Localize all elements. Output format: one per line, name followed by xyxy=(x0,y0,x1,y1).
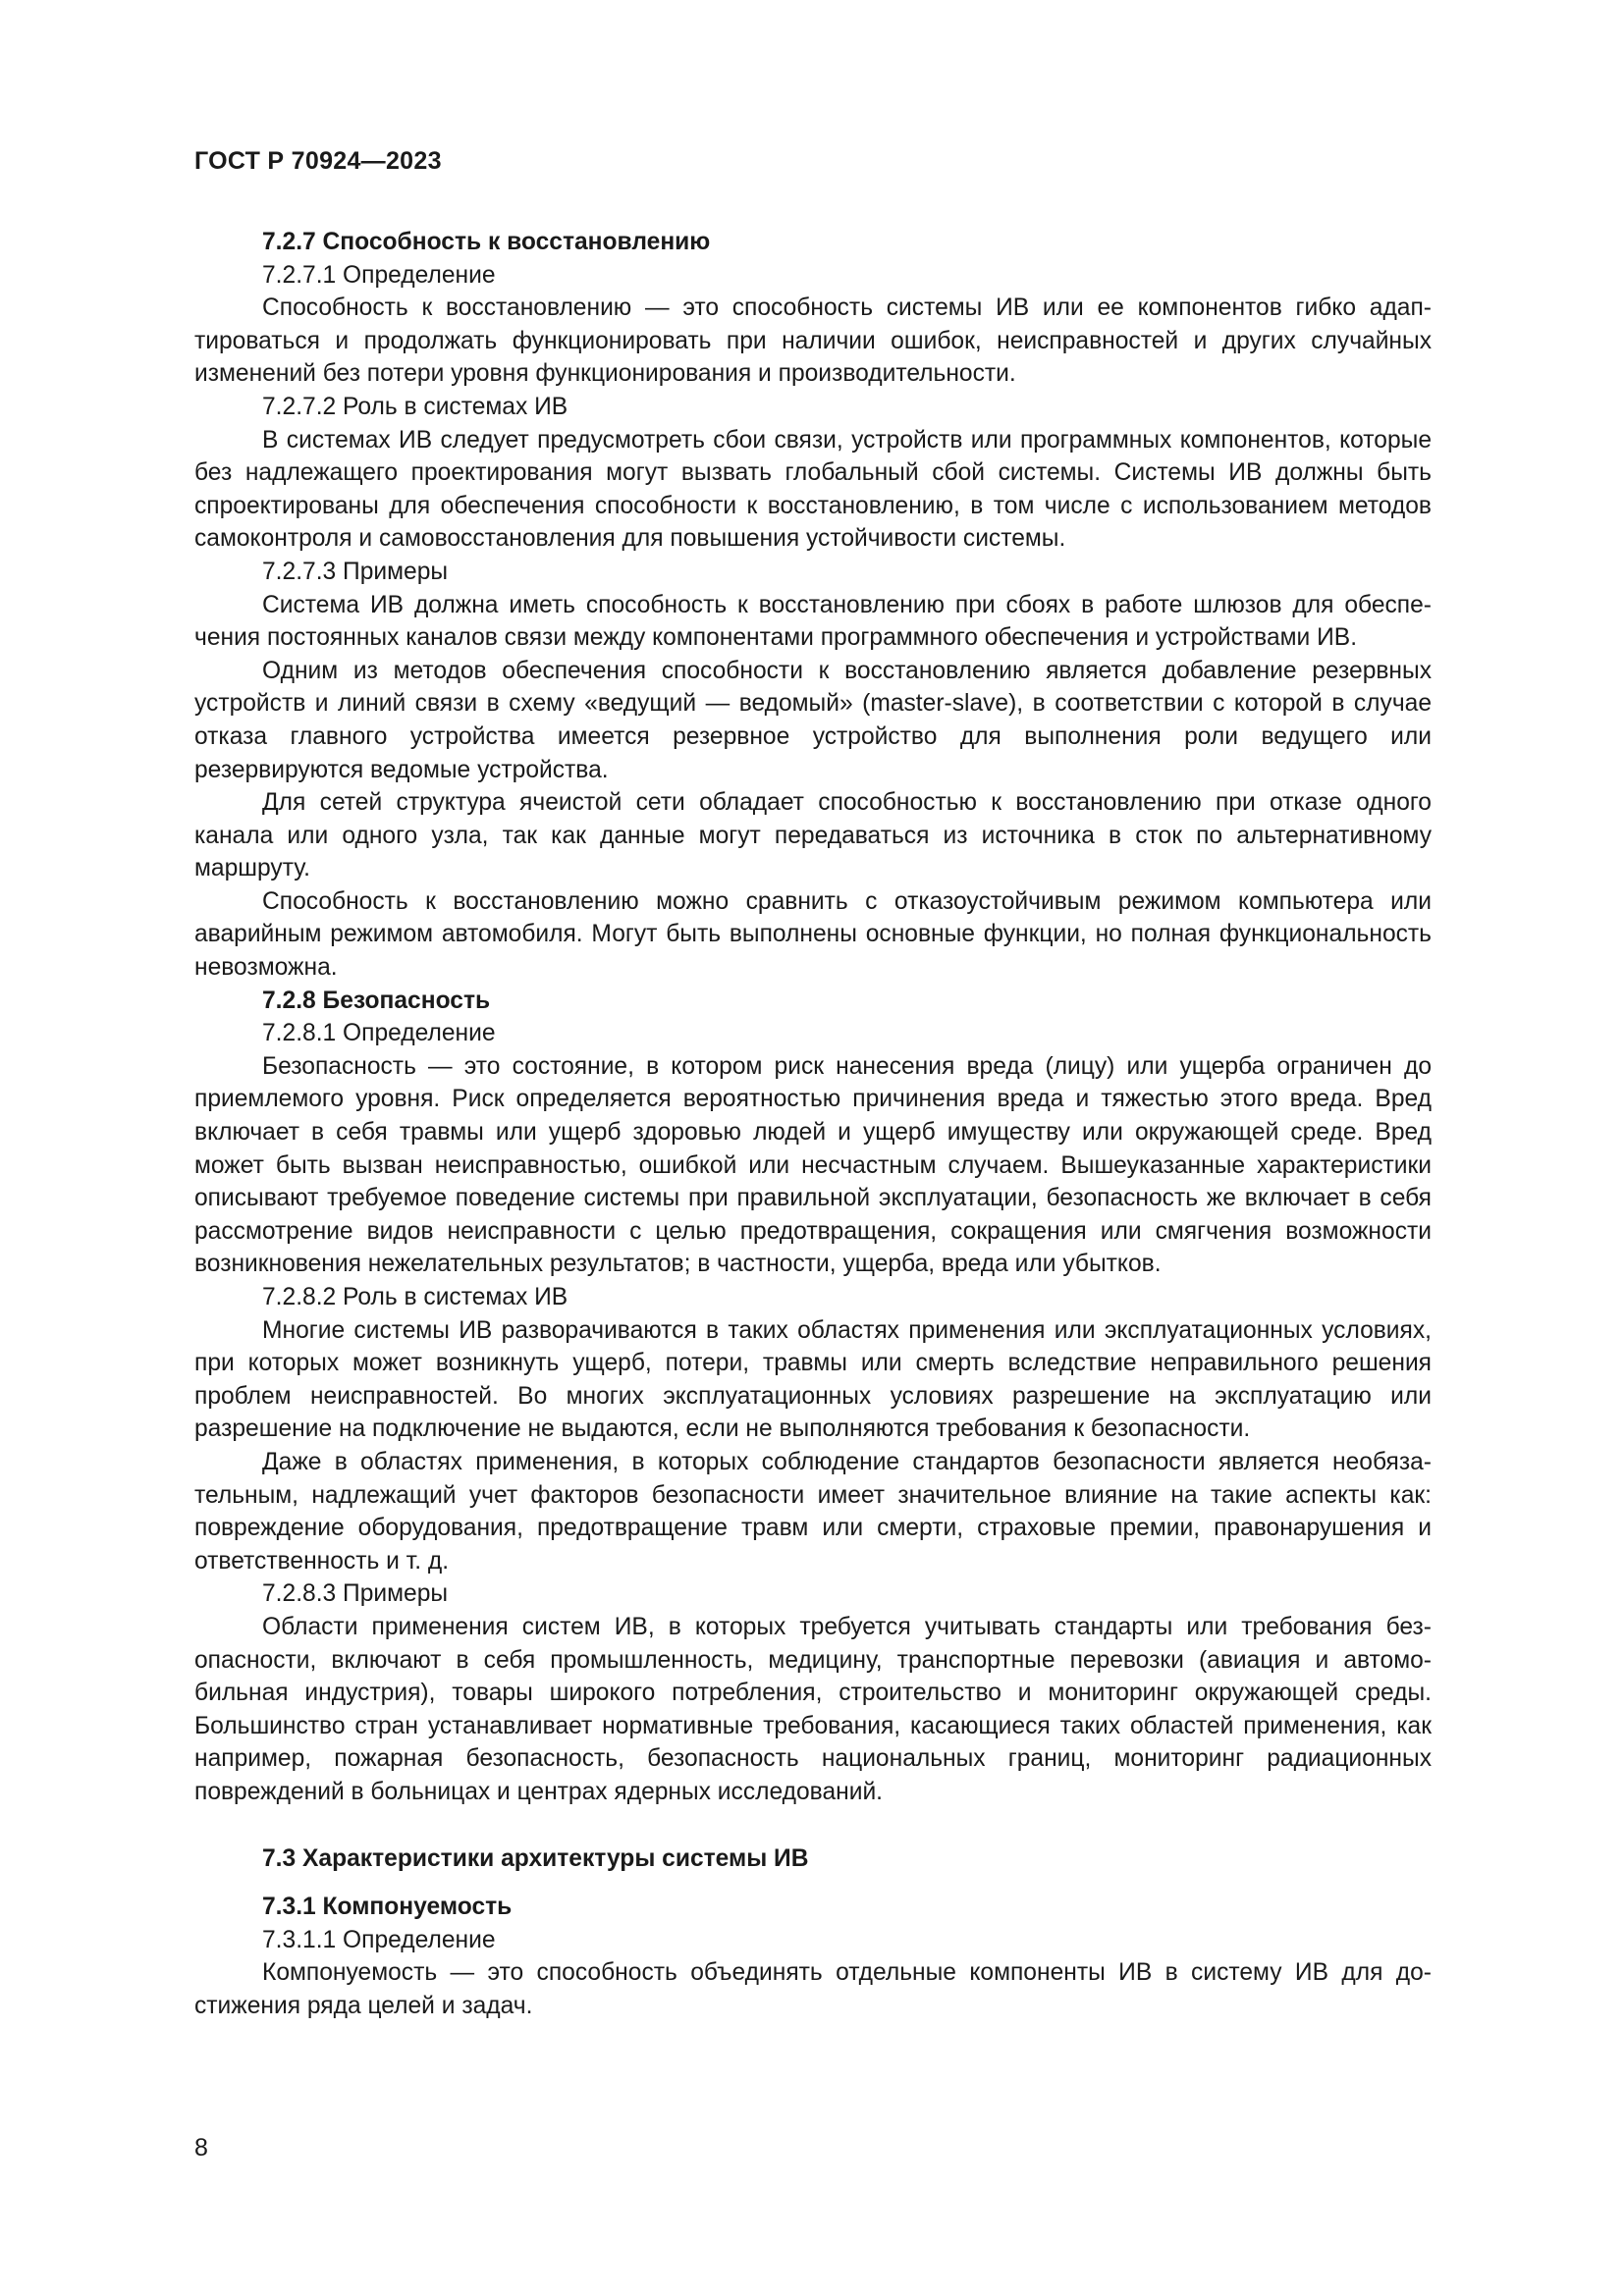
body-paragraph: Многие системы ИВ разворачиваются в таких областях применения или эксплуатационных условиях, при которых может возникнуть ущерб, потери, травмы или смерть вследствие неправильного решения проблем неисправностей. Во многих эксплуатационных условиях разрешение на эксплуатацию или разрешение на подключение не выдаются, если не выполняются требования к безопасности. xyxy=(194,1316,1432,1443)
subsection-label: 7.2.8.3 Примеры xyxy=(262,1580,449,1608)
section-heading: 7.2.7 Способность к восстановлению xyxy=(262,229,711,255)
body-paragraph: Одним из методов обеспечения способности к восстановлению является добавление резервных устройств и линий связи в схему «ведущий — ведомый» (master-slave), в соответствии с которой в случае отказа главного устройства имеется резервное устройство для выполнения роли ведущего или резервируются ведомые устройства. xyxy=(194,657,1432,783)
subsection-label: 7.2.7.2 Роль в системах ИВ xyxy=(262,393,568,420)
section-heading: 7.3.1 Компонуемость xyxy=(262,1894,513,1921)
subsection-label: 7.2.8.2 Роль в системах ИВ xyxy=(262,1284,568,1310)
document-body xyxy=(194,226,1432,2022)
subsection-label: 7.3.1.1 Определение xyxy=(262,1926,496,1953)
subsection-label: 7.2.8.1 Определение xyxy=(262,1020,496,1047)
chapter-heading: 7.3 Характеристики архитектуры системы ИВ xyxy=(262,1844,809,1872)
subsection-label: 7.2.7.1 Определение xyxy=(262,261,496,289)
body-paragraph: В системах ИВ следует предусмотреть сбои связи, устройств или программных компонентов, которые без надлежащего проектирования могут вызвать глобальный сбой системы. Системы ИВ должны быть спроектированы для обеспечения способности к восстановлению, в том числе с использованием методов самоконтроля и самовосстановления для повышения устойчивости системы. xyxy=(194,426,1432,553)
body-paragraph: Даже в областях применения, в которых соблюдение стандартов безопасности является необязательным, надлежащий учет факторов безопасности имеет значительное влияние на такие аспекты как: повреждение оборудования, предотвращение травм или смерти, страховые премии, правонарушения и ответственность и т. д. xyxy=(194,1448,1432,1575)
section-heading: 7.2.8 Безопасность xyxy=(262,987,491,1014)
body-paragraph: Области применения систем ИВ, в которых требуется учитывать стандарты или требования безопасности, включают в себя промышленность, медицину, транспортные перевозки (авиация и автомобильная индустрия), товары широкого потребления, строительство и мониторинг окружающей среды. Большинство стран устанавливает нормативные требования, касающиеся таких областей применения, как например, пожарная безопасность, безопасность национальных границ, мониторинг радиационных повреждений в больницах и центрах ядерных исследований. xyxy=(194,1613,1432,1805)
body-paragraph: Система ИВ должна иметь способность к восстановлению при сбоях в работе шлюзов для обеспечения постоянных каналов связи между компонентами программного обеспечения и устройствами ИВ. xyxy=(194,591,1432,652)
standard-code-header: ГОСТ Р 70924—2023 xyxy=(194,147,442,175)
body-paragraph: Безопасность — это состояние, в котором риск нанесения вреда (лицу) или ущерба ограничен до приемлемого уровня. Риск определяется вероятностью причинения вреда и тяжестью этого вреда. Вред включает в себя травмы или ущерб здоровью людей и ущерб имуществу или окружающей среде. Вред может быть вызван неисправностью, ошибкой или несчастным случаем. Вышеуказанные характеристики описывают требуемое поведение системы при правильной эксплуатации, безопасность же включает в себя рассмотрение видов неисправности с целью предотвращения, сокращения или смягчения возможности возникновения нежелательных результатов; в частности, ущерба, вреда или убытков. xyxy=(194,1052,1432,1278)
body-paragraph: Компонуемость — это способность объединять отдельные компоненты ИВ в систему ИВ для достижения ряда целей и задач. xyxy=(194,1959,1432,2019)
body-paragraph: Способность к восстановлению — это способность системы ИВ или ее компонентов гибко адаптироваться и продолжать функционировать при наличии ошибок, неисправностей и других случайных изменений без потери уровня функционирования и производительности. xyxy=(194,294,1432,388)
body-paragraph: Способность к восстановлению можно сравнить с отказоустойчивым режимом компьютера или аварийным режимом автомобиля. Могут быть выполнены основные функции, но полная функциональность невозможна. xyxy=(194,887,1432,982)
page-number: 8 xyxy=(194,2134,208,2162)
subsection-label: 7.2.7.3 Примеры xyxy=(262,558,449,585)
body-paragraph: Для сетей структура ячеистой сети обладает способностью к восстановлению при отказе одного канала или одного узла, так как данные могут передаваться из источника в сток по альтернативному маршруту. xyxy=(194,789,1432,882)
